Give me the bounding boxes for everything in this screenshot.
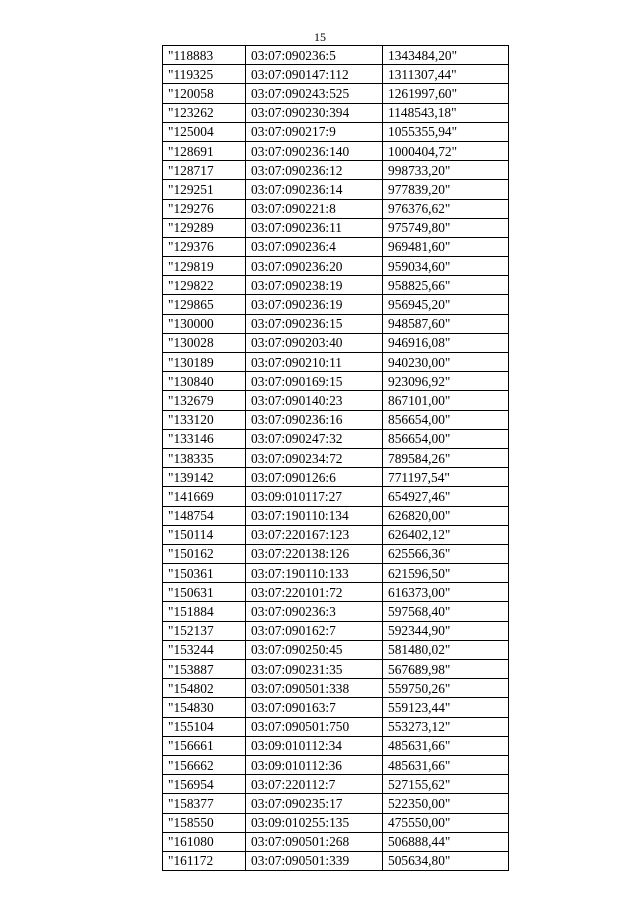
cadastral-number-cell: 03:07:220112:7 [246, 775, 383, 794]
value-cell: 1000404,72" [383, 141, 509, 160]
value-cell: 956945,20" [383, 295, 509, 314]
id-cell: "130028 [163, 333, 246, 352]
table-row [163, 391, 509, 410]
id-cell: "156954 [163, 775, 246, 794]
id-cell: "129251 [163, 180, 246, 199]
id-cell: "130840 [163, 372, 246, 391]
table-row [163, 65, 509, 84]
id-cell: "130189 [163, 353, 246, 372]
value-cell: 581480,02" [383, 640, 509, 659]
cadastral-number-cell: 03:07:090501:750 [246, 717, 383, 736]
id-cell: "120058 [163, 84, 246, 103]
value-cell: 625566,36" [383, 544, 509, 563]
id-cell: "129822 [163, 276, 246, 295]
table-row [163, 698, 509, 717]
id-cell: "158550 [163, 813, 246, 832]
value-cell: 485631,66" [383, 736, 509, 755]
table-row [163, 429, 509, 448]
value-cell: 940230,00" [383, 353, 509, 372]
value-cell: 946916,08" [383, 333, 509, 352]
value-cell: 975749,80" [383, 218, 509, 237]
table-row [163, 161, 509, 180]
table-row [163, 602, 509, 621]
id-cell: "141669 [163, 487, 246, 506]
value-cell: 553273,12" [383, 717, 509, 736]
value-cell: 856654,00" [383, 429, 509, 448]
table-row [163, 333, 509, 352]
value-cell: 592344,90" [383, 621, 509, 640]
cadastral-number-cell: 03:07:090235:17 [246, 794, 383, 813]
id-cell: "129819 [163, 257, 246, 276]
table-row [163, 276, 509, 295]
id-cell: "133146 [163, 429, 246, 448]
value-cell: 1148543,18" [383, 103, 509, 122]
table-row [163, 218, 509, 237]
cadastral-number-cell: 03:07:090501:339 [246, 851, 383, 870]
table-row [163, 372, 509, 391]
id-cell: "151884 [163, 602, 246, 621]
table-row [163, 410, 509, 429]
cadastral-number-cell: 03:07:090501:268 [246, 832, 383, 851]
cadastral-number-cell: 03:07:090236:5 [246, 46, 383, 65]
table-row [163, 717, 509, 736]
table-row [163, 583, 509, 602]
id-cell: "133120 [163, 410, 246, 429]
id-cell: "150114 [163, 525, 246, 544]
value-cell: 923096,92" [383, 372, 509, 391]
cadastral-number-cell: 03:07:090250:45 [246, 640, 383, 659]
table-row [163, 257, 509, 276]
table-row [163, 103, 509, 122]
cadastral-number-cell: 03:07:090147:112 [246, 65, 383, 84]
table-row [163, 314, 509, 333]
cadastral-number-cell: 03:07:190110:133 [246, 564, 383, 583]
page-number: 15 [314, 30, 326, 44]
id-cell: "130000 [163, 314, 246, 333]
id-cell: "128717 [163, 161, 246, 180]
cadastral-number-cell: 03:07:090236:20 [246, 257, 383, 276]
cadastral-number-cell: 03:07:090210:11 [246, 353, 383, 372]
cadastral-number-cell: 03:09:010117:27 [246, 487, 383, 506]
table-row [163, 448, 509, 467]
table-row [163, 122, 509, 141]
cadastral-number-cell: 03:07:090243:525 [246, 84, 383, 103]
cadastral-number-cell: 03:07:090236:16 [246, 410, 383, 429]
id-cell: "129276 [163, 199, 246, 218]
value-cell: 559750,26" [383, 679, 509, 698]
table-row [163, 640, 509, 659]
table-row [163, 813, 509, 832]
cadastral-number-cell: 03:07:090236:12 [246, 161, 383, 180]
table-row [163, 141, 509, 160]
id-cell: "156661 [163, 736, 246, 755]
cadastral-number-cell: 03:07:090236:11 [246, 218, 383, 237]
value-cell: 789584,26" [383, 448, 509, 467]
id-cell: "125004 [163, 122, 246, 141]
id-cell: "132679 [163, 391, 246, 410]
id-cell: "150631 [163, 583, 246, 602]
id-cell: "150361 [163, 564, 246, 583]
value-cell: 527155,62" [383, 775, 509, 794]
value-cell: 1343484,20" [383, 46, 509, 65]
cadastral-number-cell: 03:07:090203:40 [246, 333, 383, 352]
id-cell: "154830 [163, 698, 246, 717]
value-cell: 948587,60" [383, 314, 509, 333]
value-cell: 485631,66" [383, 755, 509, 774]
value-cell: 522350,00" [383, 794, 509, 813]
cadastral-number-cell: 03:07:090169:15 [246, 372, 383, 391]
table-row [163, 851, 509, 870]
value-cell: 958825,66" [383, 276, 509, 295]
table-row [163, 295, 509, 314]
id-cell: "139142 [163, 468, 246, 487]
cadastral-number-cell: 03:07:220101:72 [246, 583, 383, 602]
id-cell: "123262 [163, 103, 246, 122]
table-row [163, 679, 509, 698]
id-cell: "153244 [163, 640, 246, 659]
value-cell: 977839,20" [383, 180, 509, 199]
value-cell: 856654,00" [383, 410, 509, 429]
id-cell: "118883 [163, 46, 246, 65]
cadastral-number-cell: 03:07:090217:9 [246, 122, 383, 141]
table-row [163, 199, 509, 218]
cadastral-number-cell: 03:07:090236:4 [246, 237, 383, 256]
table-row [163, 794, 509, 813]
table-row [163, 46, 509, 65]
cadastral-number-cell: 03:07:090236:140 [246, 141, 383, 160]
cadastral-number-cell: 03:07:220138:126 [246, 544, 383, 563]
table-row [163, 525, 509, 544]
table-row [163, 736, 509, 755]
id-cell: "138335 [163, 448, 246, 467]
value-cell: 505634,80" [383, 851, 509, 870]
id-cell: "154802 [163, 679, 246, 698]
table-body [163, 46, 509, 871]
cadastral-number-cell: 03:07:220167:123 [246, 525, 383, 544]
value-cell: 1311307,44" [383, 65, 509, 84]
id-cell: "129376 [163, 237, 246, 256]
value-cell: 1261997,60" [383, 84, 509, 103]
value-cell: 976376,62" [383, 199, 509, 218]
value-cell: 626402,12" [383, 525, 509, 544]
cadastral-number-cell: 03:07:090126:6 [246, 468, 383, 487]
value-cell: 1055355,94" [383, 122, 509, 141]
cadastral-number-cell: 03:07:090236:14 [246, 180, 383, 199]
cadastral-number-cell: 03:07:090236:15 [246, 314, 383, 333]
id-cell: "148754 [163, 506, 246, 525]
table-row [163, 487, 509, 506]
id-cell: "156662 [163, 755, 246, 774]
cadastral-number-cell: 03:07:090140:23 [246, 391, 383, 410]
cadastral-number-cell: 03:07:090221:8 [246, 199, 383, 218]
value-cell: 998733,20" [383, 161, 509, 180]
value-cell: 867101,00" [383, 391, 509, 410]
value-cell: 559123,44" [383, 698, 509, 717]
table-row [163, 832, 509, 851]
value-cell: 959034,60" [383, 257, 509, 276]
value-cell: 969481,60" [383, 237, 509, 256]
table-row [163, 775, 509, 794]
cadastral-number-cell: 03:09:010255:135 [246, 813, 383, 832]
table-row [163, 468, 509, 487]
id-cell: "158377 [163, 794, 246, 813]
cadastral-number-cell: 03:07:090236:19 [246, 295, 383, 314]
table-row [163, 755, 509, 774]
value-cell: 626820,00" [383, 506, 509, 525]
table-row [163, 353, 509, 372]
id-cell: "119325 [163, 65, 246, 84]
cadastral-number-cell: 03:07:190110:134 [246, 506, 383, 525]
cadastral-number-cell: 03:07:090236:3 [246, 602, 383, 621]
id-cell: "152137 [163, 621, 246, 640]
cadastral-number-cell: 03:07:090501:338 [246, 679, 383, 698]
id-cell: "129289 [163, 218, 246, 237]
cadastral-number-cell: 03:07:090162:7 [246, 621, 383, 640]
id-cell: "161172 [163, 851, 246, 870]
id-cell: "128691 [163, 141, 246, 160]
cadastral-number-cell: 03:07:090238:19 [246, 276, 383, 295]
table-row [163, 84, 509, 103]
cadastral-number-cell: 03:07:090163:7 [246, 698, 383, 717]
value-cell: 621596,50" [383, 564, 509, 583]
table-row [163, 660, 509, 679]
value-cell: 475550,00" [383, 813, 509, 832]
cadastral-number-cell: 03:07:090234:72 [246, 448, 383, 467]
cadastral-number-cell: 03:07:090230:394 [246, 103, 383, 122]
cadastral-number-cell: 03:09:010112:34 [246, 736, 383, 755]
id-cell: "153887 [163, 660, 246, 679]
id-cell: "161080 [163, 832, 246, 851]
table-row [163, 621, 509, 640]
table-row [163, 544, 509, 563]
value-cell: 567689,98" [383, 660, 509, 679]
value-cell: 616373,00" [383, 583, 509, 602]
table-row [163, 180, 509, 199]
id-cell: "129865 [163, 295, 246, 314]
value-cell: 597568,40" [383, 602, 509, 621]
value-cell: 506888,44" [383, 832, 509, 851]
cadastral-number-cell: 03:07:090247:32 [246, 429, 383, 448]
table-row [163, 237, 509, 256]
table-row [163, 564, 509, 583]
id-cell: "150162 [163, 544, 246, 563]
table-row [163, 506, 509, 525]
value-cell: 771197,54" [383, 468, 509, 487]
cadastral-number-cell: 03:09:010112:36 [246, 755, 383, 774]
id-cell: "155104 [163, 717, 246, 736]
cadastral-number-cell: 03:07:090231:35 [246, 660, 383, 679]
data-table [162, 45, 509, 871]
value-cell: 654927,46" [383, 487, 509, 506]
